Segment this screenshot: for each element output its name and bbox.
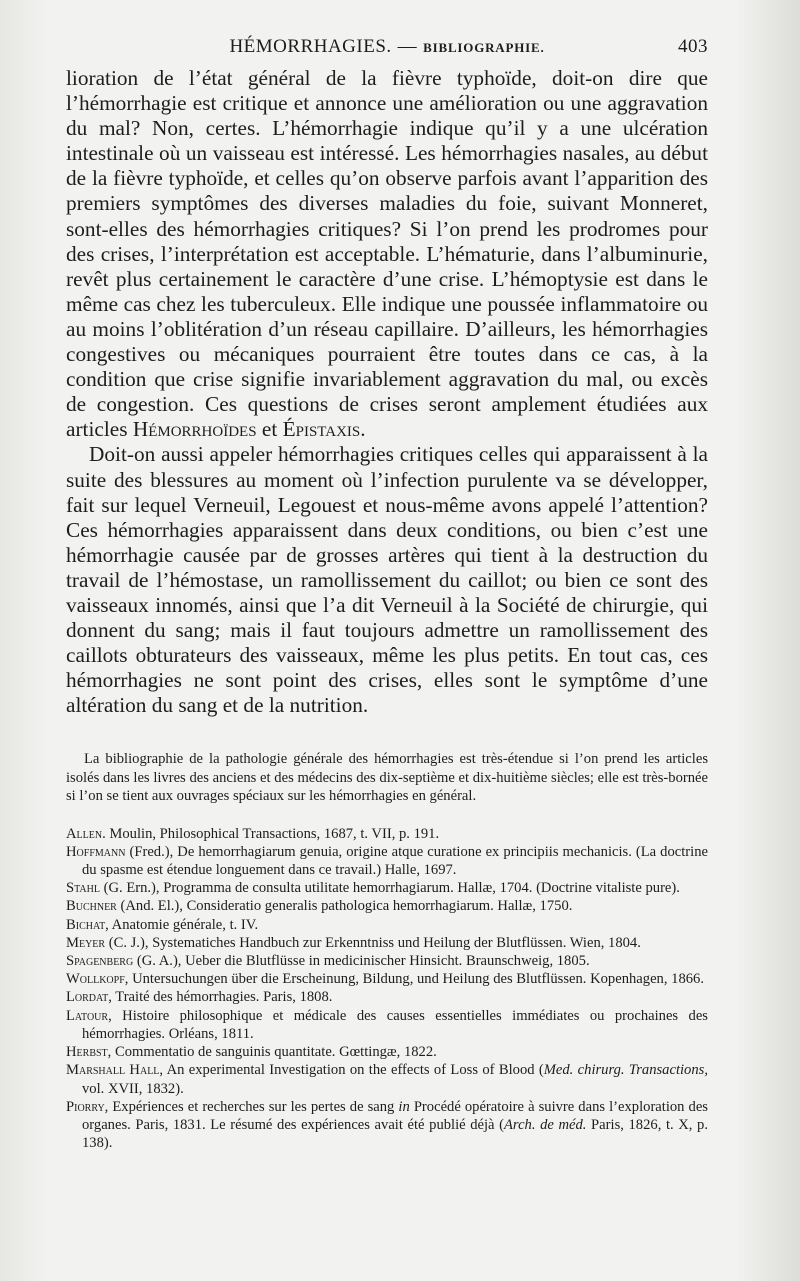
reference-author: Latour, [66, 1007, 112, 1024]
reference-text: (Fred.), De hemorrhagiarum genuia, origine atque curatione ex principiis mechanicis. (La doctrine du spasme est étendue longuement dans ce travail.) Halle, 1697. [82, 843, 708, 879]
cross-ref-epistaxis: Épistaxis [282, 417, 361, 442]
paragraph-1-text: lioration de l’état général de la fièvre typhoïde, doit-on dire que l’hémorrhagie est critique et annonce une amélioration ou une aggravation du mal? Non, certes. L’hémorrhagie indique qu’il y a une ulcération intestinale où un vaisseau est intéressé. Les hémorrhagies nasales, au début de la fièvre typhoïde, et celles qu’on observe parfois avant l’apparition des premiers symptômes des diverses maladies du foie, suivant Monneret, sont-elles des hémorrhagies critiques? Si l’on prend les prodromes pour des crises, l’interprétation est acceptable. L’hématurie, dans l’albuminurie, revêt plus certainement le caractère d’une crise. L’hémoptysie est dans le même cas chez les tuberculeux. Elle indique une poussée inflammatoire ou au moins l’oblitération d’un réseau capillaire. D’ailleurs, les hémorrhagies congestives ou mécaniques pourraient être toutes dans ce cas, à la condition que crise signifie invariablement aggravation du mal, ou excès de congestion. Ces questions de crises seront amplement étudiées aux articles [66, 66, 708, 442]
reference-entry [66, 988, 708, 1006]
reference-entry [66, 970, 708, 988]
header-title: HÉMORRHAGIES. [229, 36, 392, 57]
reference-author: Hoffmann [66, 843, 126, 860]
paragraph-2: Doit-on aussi appeler hémorrhagies critiques celles qui apparaissent à la suite des blessures au moment où l’infection purulente va se développer, fait sur lequel Verneuil, Legouest et nous-même avons appelé l’attention? Ces hémorrhagies apparaissent dans deux conditions, ou bien c’est une hémorrhagie causée par de grosses artères qui tient à la destruction du travail de l’hémostase, un ramollissement du caillot; ou bien ce sont des vaisseaux innomés, ainsi que l’a dit Verneuil à la Société de chirurgie, qui donnent du sang; mais il faut toujours admettre un ramollissement des caillots obturateurs des vaisseaux, même les plus petits. En tout cas, ces hémorrhagies ne sont point des crises, elles sont le symptôme d’une altération du sang et de la nutrition. [66, 442, 708, 718]
reference-italic-in: in [398, 1098, 410, 1115]
reference-entry [66, 1098, 708, 1153]
main-text [66, 66, 708, 718]
page-number: 403 [678, 36, 708, 57]
cross-ref-hemorrhoides: Hémorrhoïdes [132, 417, 257, 442]
reference-text: (C. J.), Systematiches Handbuch zur Erkenntniss und Heilung der Blutflüssen. Wien, 1804. [105, 934, 641, 951]
reference-author: Stahl [66, 880, 100, 897]
reference-text: Traité des hémorrhagies. Paris, 1808. [111, 989, 333, 1006]
reference-text: Commentatio de sanguinis quantitate. Gœttingæ, 1822. [111, 1044, 437, 1061]
reference-tail: vol. XVII, 1832). [82, 1080, 184, 1097]
reference-tail-2: Paris, 1826, t. X, p. 138). [82, 1116, 709, 1152]
reference-author: Bichat, [66, 916, 109, 933]
reference-text: (G. A.), Ueber die Blutflüsse in medicinischer Hinsicht. Braunschweig, 1805. [133, 953, 590, 970]
header-separator: — [397, 36, 418, 57]
reference-journal: Med. chirurg. Transactions, [543, 1062, 708, 1079]
reference-journal: Arch. de méd. [504, 1116, 587, 1133]
reference-entry [66, 1043, 708, 1061]
reference-text: Moulin, Philosophical Transactions, 1687, t. VII, p. 191. [105, 825, 440, 842]
reference-entry [66, 825, 708, 843]
reference-entry [66, 879, 708, 897]
reference-entry [66, 934, 708, 952]
reference-entry [66, 843, 708, 879]
reference-entry [66, 1061, 708, 1097]
reference-author: Lordat, [66, 989, 112, 1006]
reference-entry [66, 916, 708, 934]
reference-author: Allen. [66, 825, 106, 842]
reference-text: An experimental Investigation on the effects of Loss of Blood ( [163, 1062, 544, 1079]
reference-author: Meyer [66, 934, 106, 951]
header-section: BIBLIOGRAPHIE. [423, 40, 545, 55]
reference-list [66, 825, 708, 1153]
running-header [66, 36, 708, 66]
paragraph-1 [66, 66, 708, 442]
reference-text: Histoire philosophique et médicale des causes essentielles immédiates ou prochaines des hémorrhagies. Orléans, 1811. [82, 1007, 708, 1042]
bibliography-intro: La bibliographie de la pathologie générale des hémorrhagies est très-étendue si l’on prend les articles isolés dans les livres des anciens et des médecins des dix-septième et dix-huitième siècles; elle est très-bornée si l’on se tient aux ouvrages spéciaux sur les hémorrhagies en général. [66, 751, 708, 805]
reference-text: Untersuchungen über die Erscheinung, Bildung, und Heilung des Blutflüssen. Kopenhagen, 1866. [128, 971, 704, 988]
reference-text: (And. El.), Consideratio generalis pathologica hemorrhagiarum. Hallæ, 1750. [116, 898, 573, 915]
reference-entry [66, 1007, 708, 1043]
reference-text: Anatomie générale, t. IV. [108, 916, 259, 933]
reference-author: Wollkopf, [66, 971, 129, 988]
reference-author: Marshall Hall, [66, 1062, 164, 1079]
reference-author: Buchner [66, 898, 117, 915]
reference-tail: Procédé opératoire à suivre dans l’exploration des organes. Paris, 1831. Le résumé des expériences avait été publié déjà ( [82, 1098, 708, 1133]
reference-author: Herbst, [66, 1044, 112, 1061]
paragraph-1-end: . [360, 417, 366, 442]
reference-author: Piorry, [66, 1098, 109, 1115]
reference-entry [66, 952, 708, 970]
reference-author: Spagenberg [66, 953, 134, 970]
reference-text: (G. Ern.), Programma de consulta utilitate hemorrhagiarum. Hallæ, 1704. (Doctrine vitaliste pure). [99, 880, 680, 897]
paragraph-1-conjunction: et [256, 417, 283, 442]
reference-entry [66, 897, 708, 915]
reference-text: Expériences et recherches sur les pertes de sang [108, 1098, 399, 1115]
